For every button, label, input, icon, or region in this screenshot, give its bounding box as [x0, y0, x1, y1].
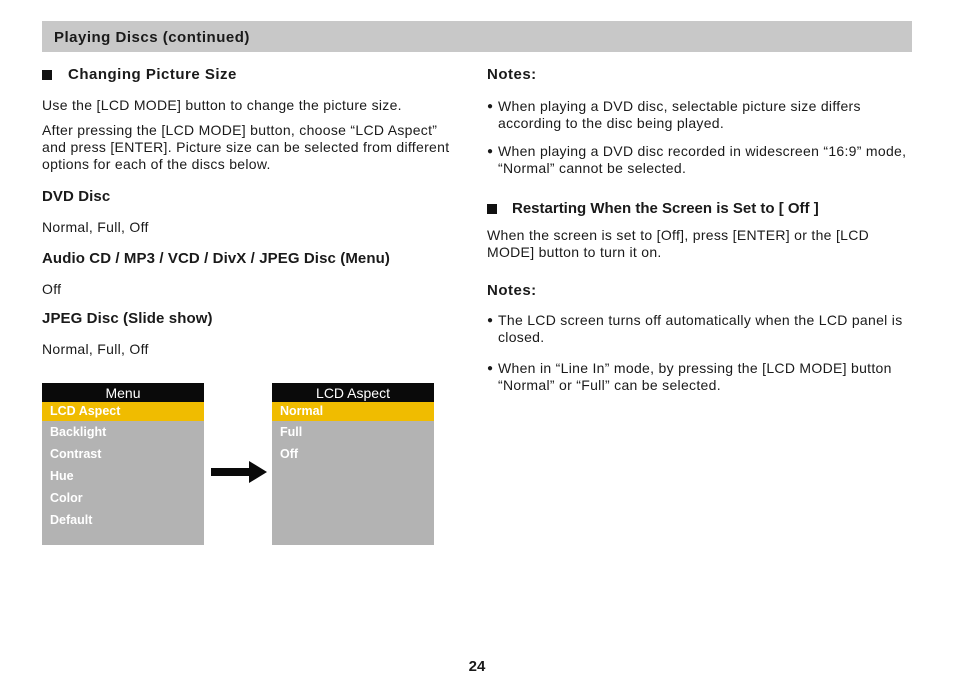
restarting-paragraph: When the screen is set to [Off], press [ENTER] or the [LCD MODE] button to turn it on. [487, 227, 870, 260]
menu-screen-title: Menu [42, 383, 204, 402]
aspect-item-off: Off [280, 447, 299, 461]
notes-heading-2: Notes: [487, 282, 537, 299]
menu-item-lcd-aspect: LCD Aspect [42, 402, 204, 421]
note-text: The LCD screen turns off automatically when the LCD panel is closed. [498, 312, 903, 345]
right-arrow-icon [211, 461, 267, 483]
bullet-dot-icon: ● [487, 101, 494, 112]
menu-item-contrast: Contrast [50, 447, 102, 461]
note-item [487, 312, 912, 346]
changing-picture-size-heading [42, 66, 462, 83]
audio-disc-heading: Audio CD / MP3 / VCD / DivX / JPEG Disc (Menu) [42, 250, 390, 267]
lcd-aspect-screen-title: LCD Aspect [272, 383, 434, 402]
notes-heading-1: Notes: [487, 66, 537, 83]
restarting-heading [487, 200, 912, 217]
note-item [487, 360, 912, 394]
audio-disc-options: Off [42, 281, 62, 297]
aspect-item-full: Full [280, 425, 303, 439]
right-column [487, 66, 912, 394]
aspect-item-normal: Normal [272, 402, 434, 421]
dvd-disc-heading: DVD Disc [42, 188, 111, 205]
page-number: 24 [468, 658, 486, 675]
menu-item-color: Color [50, 491, 83, 505]
restarting-title: Restarting When the Screen is Set to [ Off ] [512, 200, 819, 217]
note-item [487, 98, 912, 132]
menu-screen-illustration [42, 383, 204, 545]
jpeg-disc-heading: JPEG Disc (Slide show) [42, 310, 213, 327]
bullet-dot-icon: ● [487, 146, 494, 157]
changing-picture-size-title: Changing Picture Size [68, 66, 237, 83]
jpeg-disc-options: Normal, Full, Off [42, 341, 149, 357]
menu-item-hue: Hue [50, 469, 74, 483]
note-text: When playing a DVD disc recorded in widescreen “16:9” mode, “Normal” cannot be selected. [498, 143, 907, 176]
bullet-dot-icon: ● [487, 315, 494, 326]
menu-item-default: Default [50, 513, 93, 527]
note-text: When playing a DVD disc, selectable picture size differs according to the disc being played. [498, 98, 861, 131]
left-column [42, 66, 462, 358]
section-header-bar [42, 21, 912, 52]
intro-paragraph: Use the [LCD MODE] button to change the picture size. [42, 97, 402, 113]
note-text: When in “Line In” mode, by pressing the [LCD MODE] button “Normal” or “Full” can be selected. [498, 360, 892, 393]
note-item [487, 143, 912, 177]
bullet-dot-icon: ● [487, 363, 494, 374]
lcd-aspect-screen-illustration [272, 383, 434, 545]
dvd-disc-options: Normal, Full, Off [42, 219, 149, 235]
black-square-bullet-icon [487, 204, 497, 214]
section-header-title: Playing Discs (continued) [54, 29, 250, 46]
black-square-bullet-icon [42, 70, 52, 80]
instructions-paragraph: After pressing the [LCD MODE] button, choose “LCD Aspect” and press [ENTER]. Picture size can be selected from different options for each of the discs below. [42, 122, 450, 172]
menu-item-backlight: Backlight [50, 425, 107, 439]
